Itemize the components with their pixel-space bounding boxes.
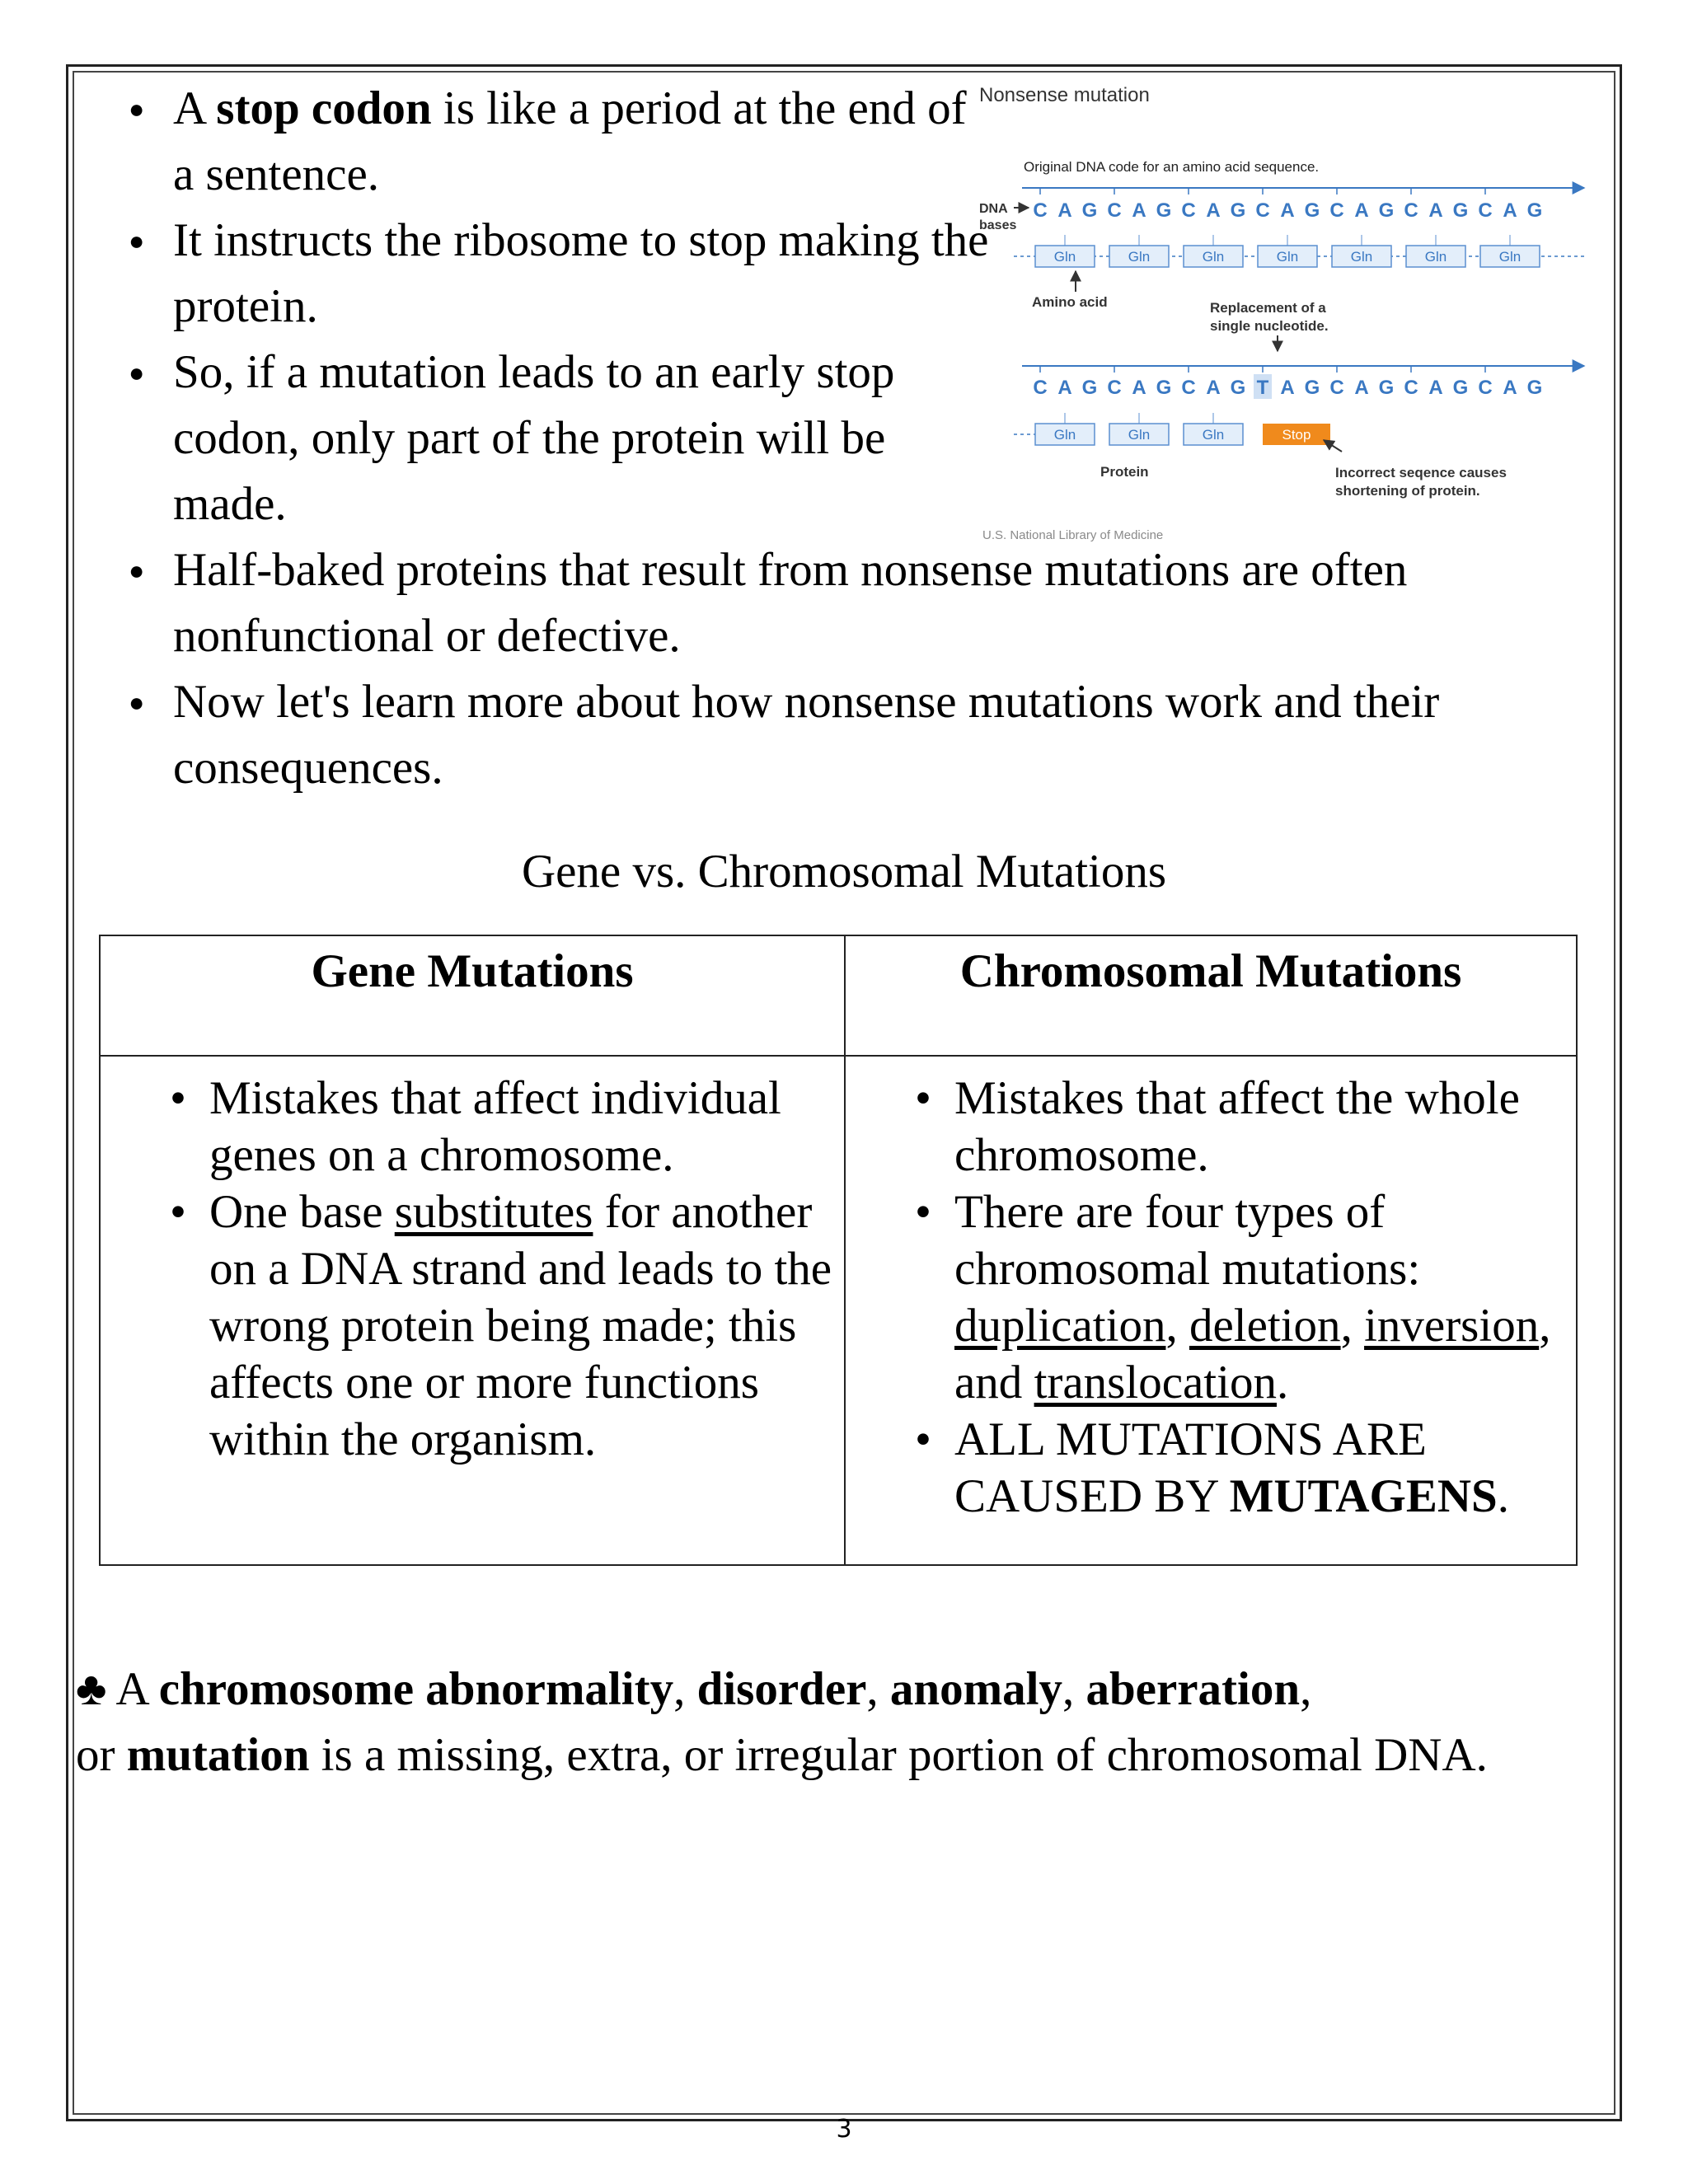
dna-base: A <box>1354 377 1369 399</box>
page-number: 3 <box>836 2115 852 2144</box>
amino-acid-label-text: Gln <box>1128 249 1151 265</box>
dna-base: G <box>1304 199 1320 222</box>
inversion-term: inversion <box>1364 1300 1540 1352</box>
definition-line-2: or mutation is a missing, extra, or irregular portion of chromosomal DNA. <box>76 1729 1488 1781</box>
dna-base: C <box>1478 199 1493 222</box>
dna-base: G <box>1156 199 1172 222</box>
translocation-term: translocation <box>1034 1357 1277 1408</box>
gene-item-2: • One base substitutes for another on a DNA strand and leads to the wrong protein being made; this affects one or more functions within the organism. <box>143 1183 844 1468</box>
bullet-half-baked: ● Half-baked proteins that result from nonsense mutations are often nonfunctional or defective. <box>124 537 1574 669</box>
dna-base: C <box>1107 199 1122 222</box>
protein-label: Protein <box>1100 464 1149 480</box>
bullet-ribosome: ● It instructs the ribosome to stop making the protein. <box>124 208 997 340</box>
chromosomal-mutations-cell <box>845 1056 1577 1565</box>
dna-base: G <box>1304 377 1320 399</box>
dna-base: C <box>1255 199 1270 222</box>
chromosomal-mutations-header: Chromosomal Mutations <box>845 935 1577 1056</box>
dna-base: C <box>1329 377 1344 399</box>
duplication-term: duplication <box>954 1300 1166 1352</box>
dna-base: A <box>1206 377 1221 399</box>
dna-base: C <box>1107 377 1122 399</box>
replacement-line1: Replacement of a <box>1210 300 1326 316</box>
dna-base: G <box>1156 377 1172 399</box>
chromosome-abnormality-definition <box>76 1657 1609 1788</box>
deletion-term: deletion <box>1189 1300 1341 1352</box>
amino-acid-label-text: Gln <box>1498 249 1522 265</box>
dna-base: G <box>1452 199 1469 222</box>
gene-mutations-header: Gene Mutations <box>100 935 845 1056</box>
stop-label: Stop <box>1282 427 1311 443</box>
definition-line-1: ♣ A chromosome abnormality, disorder, anomaly, aberration, <box>76 1663 1312 1715</box>
dna-base: G <box>1378 377 1395 399</box>
dna-base: A <box>1206 199 1221 222</box>
amino-acid-label-text: Gln <box>1202 249 1225 265</box>
gene-mutations-list <box>143 1070 844 1468</box>
bullet-learn-more: ● Now let's learn more about how nonsense mutations work and their consequences. <box>124 669 1574 801</box>
dna-base: A <box>1354 199 1369 222</box>
dna-base: C <box>1033 199 1048 222</box>
chrom-item-2: • There are four types of chromosomal mutations: duplication, deletion, inversion, and translocation. <box>889 1183 1576 1411</box>
gene-mutations-cell <box>100 1056 845 1565</box>
bullet-early-stop: ● So, if a mutation leads to an early stop codon, only part of the protein will be made. <box>124 340 997 537</box>
figure-title: Nonsense mutation <box>979 84 1150 106</box>
amino-acid-label-text: Gln <box>1350 249 1373 265</box>
dna-base: G <box>1452 377 1469 399</box>
club-symbol-icon: ♣ <box>76 1663 107 1715</box>
amino-acid-label-text: Gln <box>1276 249 1299 265</box>
dna-base: G <box>1378 199 1395 222</box>
bases-label: bases <box>979 218 1017 232</box>
comparison-table <box>99 935 1578 1566</box>
table-body-row <box>100 1056 1577 1565</box>
incorrect-line2: shortening of protein. <box>1335 483 1480 499</box>
substitutes-term: substitutes <box>394 1186 593 1238</box>
incorrect-arrow <box>1324 440 1342 452</box>
original-amino-acids <box>1035 235 1540 267</box>
chrom-item-3: • ALL MUTATIONS ARE CAUSED BY MUTAGENS. <box>889 1411 1576 1525</box>
gene-item-1: • Mistakes that affect individual genes on a chromosome. <box>143 1070 844 1183</box>
nonsense-mutation-diagram <box>973 79 1591 557</box>
dna-base: A <box>1428 377 1443 399</box>
dna-base: A <box>1280 377 1295 399</box>
section-title: Gene vs. Chromosomal Mutations <box>521 846 1167 898</box>
dna-base: A <box>1503 377 1517 399</box>
dna-base: A <box>1132 377 1146 399</box>
mutated-amino-acids <box>1035 413 1243 445</box>
dna-base: C <box>1181 377 1196 399</box>
bullet-stop-codon: ● A stop codon is like a period at the end of a sentence. <box>124 76 997 208</box>
dna-base: C <box>1033 377 1048 399</box>
dna-base: G <box>1230 199 1246 222</box>
original-sequence <box>1033 188 1542 222</box>
dna-base: G <box>1526 199 1543 222</box>
replacement-line2: single nucleotide. <box>1210 318 1329 334</box>
nonsense-mutation-figure <box>973 79 1591 557</box>
amino-acid-label-text: Gln <box>1053 427 1076 443</box>
figure-subtitle: Original DNA code for an amino acid sequence. <box>1024 159 1320 175</box>
table-header-row <box>100 935 1577 1056</box>
dna-base: T <box>1256 377 1269 399</box>
amino-acid-label-text: Gln <box>1128 427 1151 443</box>
amino-acid-label-text: Gln <box>1202 427 1225 443</box>
incorrect-line1: Incorrect seqence causes <box>1335 465 1507 480</box>
dna-base: G <box>1230 377 1246 399</box>
amino-acid-label-text: Gln <box>1424 249 1447 265</box>
dna-base: A <box>1057 377 1072 399</box>
dna-base: C <box>1404 199 1418 222</box>
dna-label: DNA <box>979 202 1008 216</box>
dna-base: C <box>1329 199 1344 222</box>
dna-base: G <box>1526 377 1543 399</box>
dna-base: C <box>1478 377 1493 399</box>
amino-acid-label: Amino acid <box>1032 294 1108 310</box>
figure-credit: U.S. National Library of Medicine <box>982 528 1164 542</box>
dna-base: C <box>1404 377 1418 399</box>
chromosomal-mutations-list <box>889 1070 1576 1525</box>
dna-base: A <box>1132 199 1146 222</box>
dna-base: A <box>1280 199 1295 222</box>
amino-acid-label-text: Gln <box>1053 249 1076 265</box>
dna-base: G <box>1081 199 1098 222</box>
dna-base: C <box>1181 199 1196 222</box>
dna-base: A <box>1503 199 1517 222</box>
chrom-item-1: • Mistakes that affect the whole chromosome. <box>889 1070 1576 1183</box>
dna-base: A <box>1428 199 1443 222</box>
dna-base: G <box>1081 377 1098 399</box>
dna-base: A <box>1057 199 1072 222</box>
mutated-sequence <box>1033 366 1542 399</box>
